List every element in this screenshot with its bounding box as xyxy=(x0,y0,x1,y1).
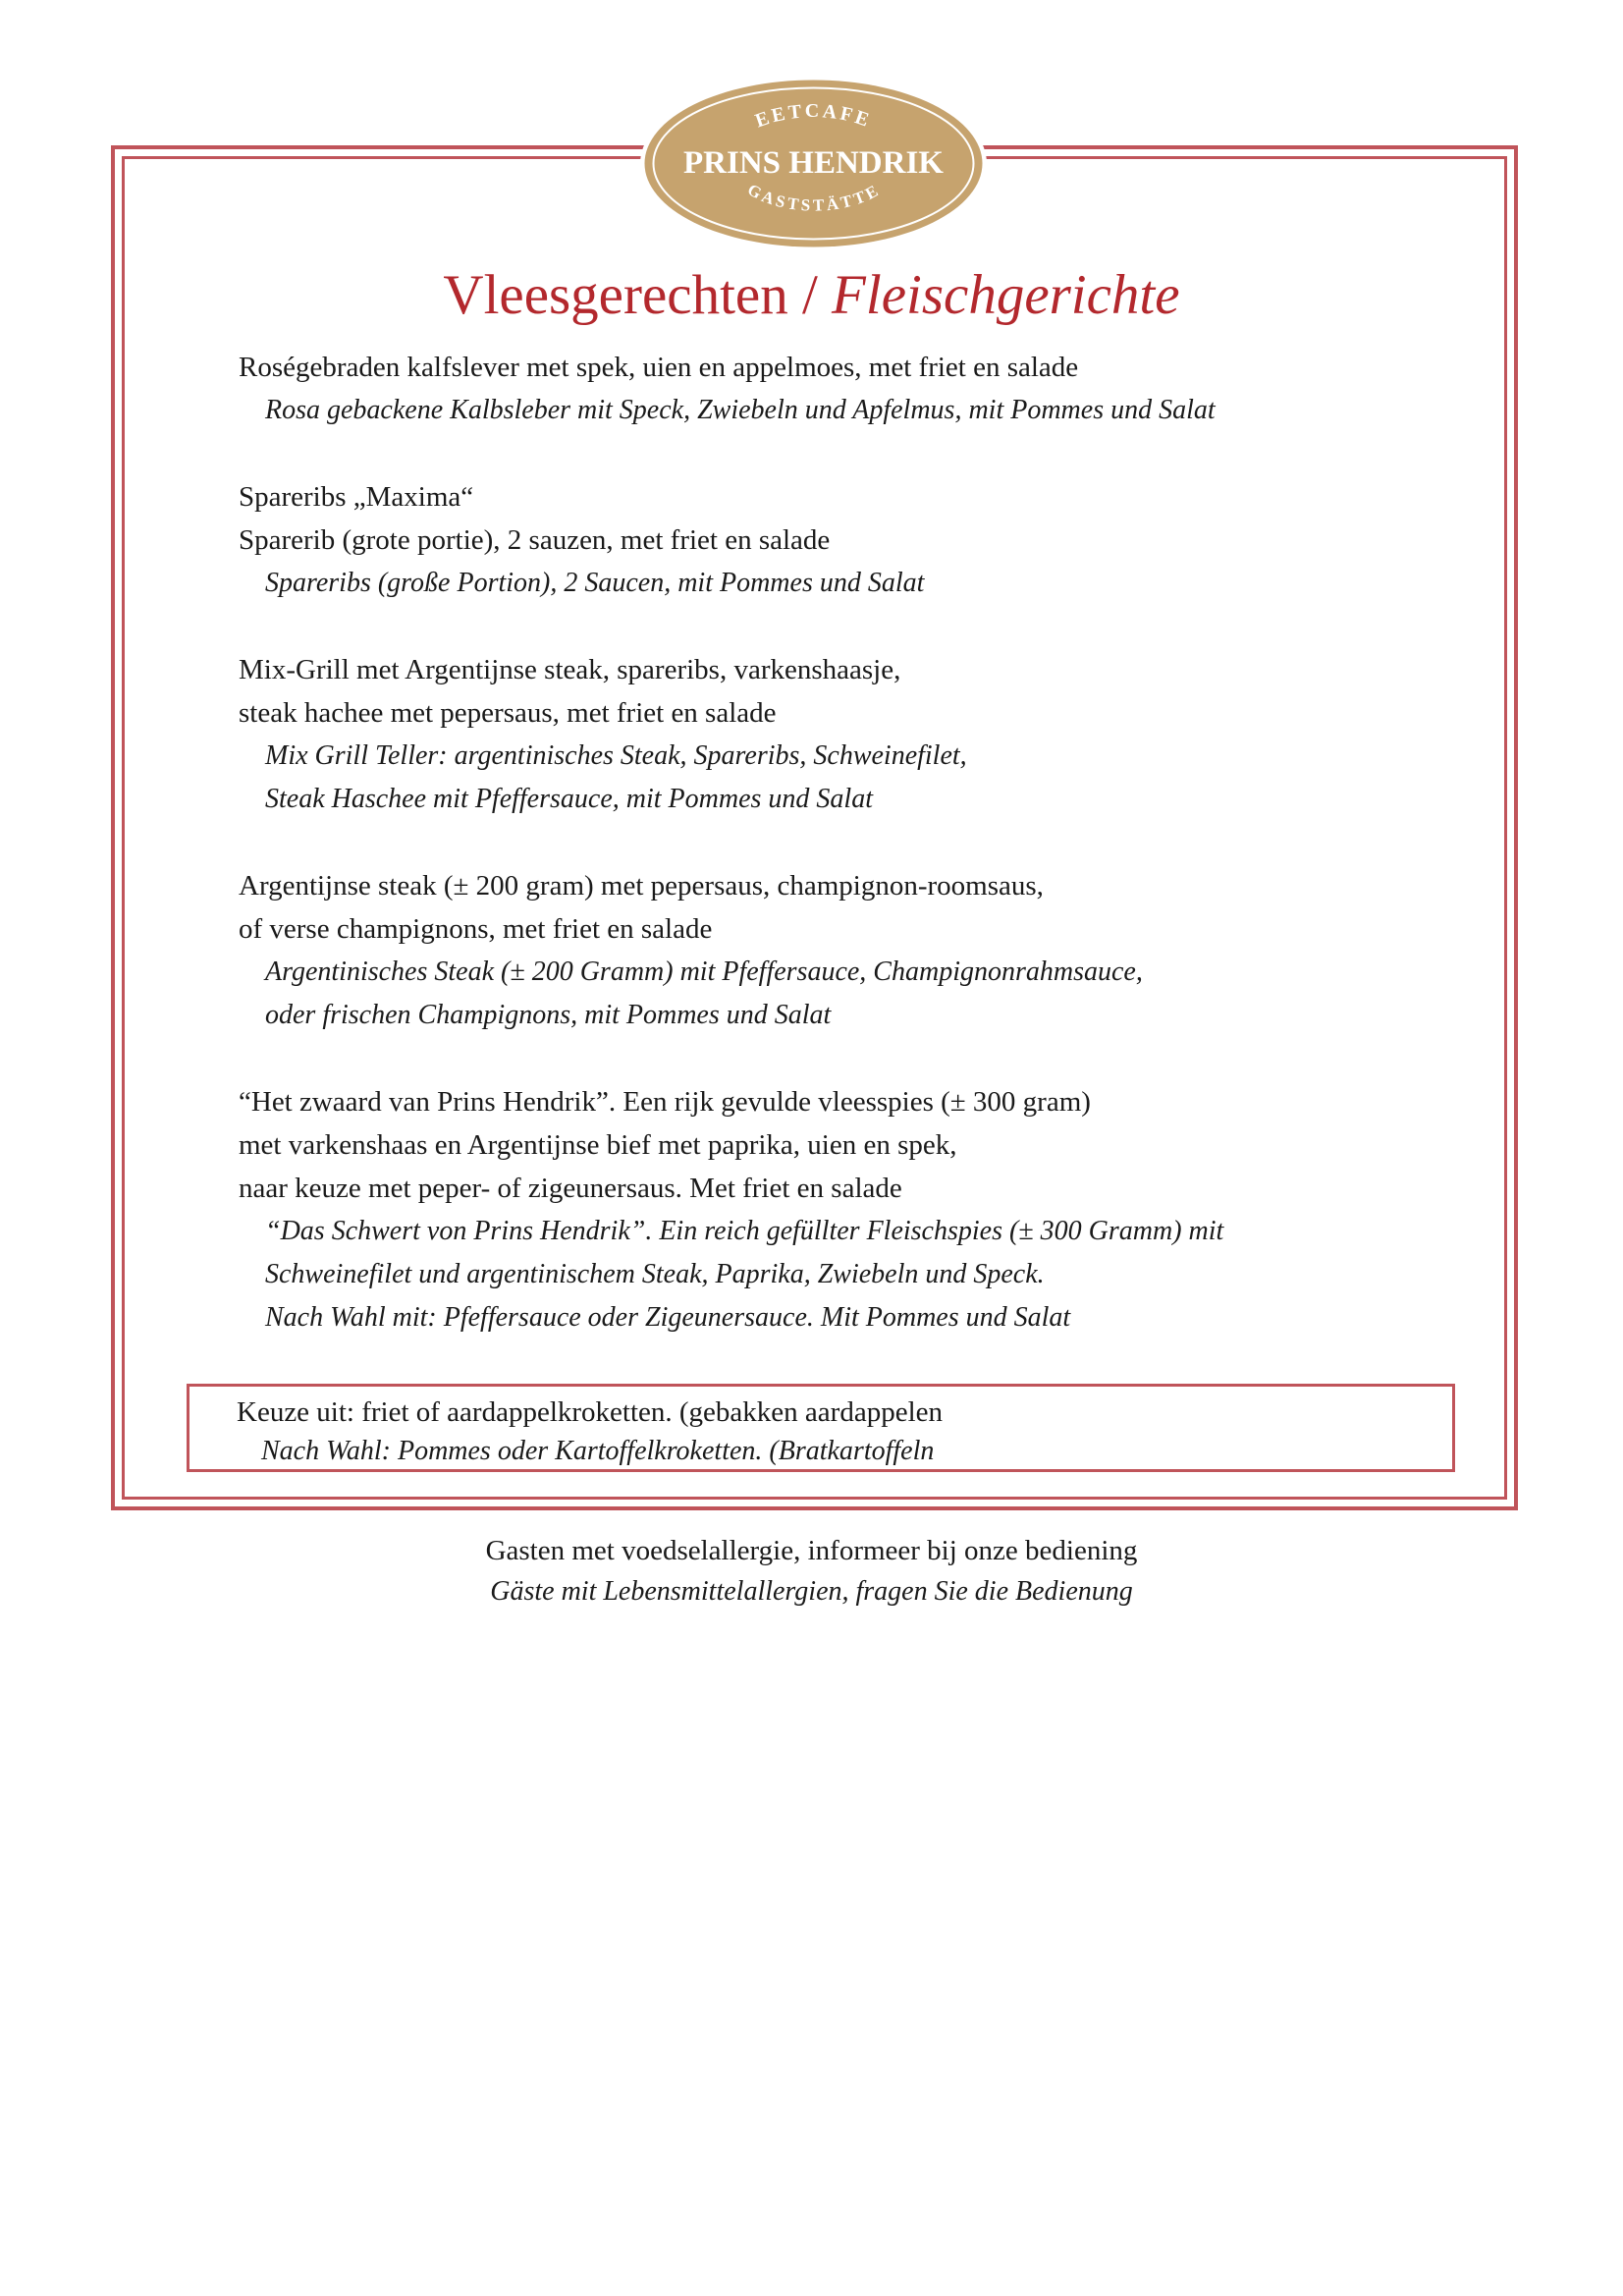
logo-main-text: PRINS HENDRIK xyxy=(683,145,944,181)
dish-description-dutch: Sparerib (grote portie), 2 sauzen, met friet en salade xyxy=(239,524,831,556)
dish-description-german: Steak Haschee mit Pfeffersauce, mit Pommes und Salat xyxy=(265,784,873,814)
dish-item xyxy=(239,864,1368,1037)
dish-description-dutch: steak hachee met pepersaus, met friet en salade xyxy=(239,697,777,729)
choice-dutch: Keuze uit: friet of aardappelkroketten. (gebakken aardappelen xyxy=(237,1396,943,1428)
logo-top-text: EETCAFE xyxy=(752,100,875,133)
dish-description-german: Schweinefilet und argentinischem Steak, Paprika, Zwiebeln und Speck. xyxy=(265,1259,1045,1289)
dish-item xyxy=(239,1080,1368,1339)
dish-description-dutch: “Het zwaard van Prins Hendrik”. Een rijk gevulde vleesspies (± 300 gram) xyxy=(239,1086,1091,1118)
side-choice-box xyxy=(187,1384,1455,1472)
logo-bottom-text: GASTSTÄTTE xyxy=(744,180,884,215)
page-title xyxy=(0,264,1623,326)
dish-description-dutch: of verse champignons, met friet en salade xyxy=(239,913,713,945)
dish-description-german: Rosa gebackene Kalbsleber mit Speck, Zwiebeln und Apfelmus, mit Pommes und Salat xyxy=(265,395,1216,425)
dish-description-dutch: Mix-Grill met Argentijnse steak, spareribs, varkenshaasje, xyxy=(239,654,901,685)
title-german: Fleischgerichte xyxy=(832,264,1180,326)
dish-item xyxy=(239,475,1368,605)
dish-list xyxy=(239,346,1368,1383)
dish-description-dutch: Roségebraden kalfslever met spek, uien en appelmoes, met friet en salade xyxy=(239,352,1079,383)
dish-description-german: Argentinisches Steak (± 200 Gramm) mit Pfeffersauce, Champignonrahmsauce, xyxy=(265,957,1143,987)
dish-description-german: Mix Grill Teller: argentinisches Steak, Spareribs, Schweinefilet, xyxy=(265,740,967,771)
title-dutch: Vleesgerechten / xyxy=(443,264,833,326)
dish-description-dutch: naar keuze met peper- of zigeunersaus. Met friet en salade xyxy=(239,1173,902,1204)
dish-description-dutch: Argentijnse steak (± 200 gram) met pepersaus, champignon-roomsaus, xyxy=(239,870,1044,902)
logo-emblem-icon xyxy=(640,77,987,250)
dish-description-dutch: met varkenshaas en Argentijnse bief met paprika, uien en spek, xyxy=(239,1129,957,1161)
dish-description-german: Spareribs (große Portion), 2 Saucen, mit Pommes und Salat xyxy=(265,568,925,598)
dish-description-german: oder frischen Champignons, mit Pommes und Salat xyxy=(265,1000,832,1030)
dish-item xyxy=(239,346,1368,432)
allergy-notice-dutch: Gasten met voedselallergie, informeer bij onze bediening xyxy=(485,1535,1138,1566)
choice-german: Nach Wahl: Pommes oder Kartoffelkroketten. (Bratkartoffeln xyxy=(261,1436,935,1466)
allergy-notice xyxy=(0,1530,1623,1613)
dish-description-german: “Das Schwert von Prins Hendrik”. Ein reich gefüllter Fleischspies (± 300 Gramm) mit xyxy=(265,1216,1224,1246)
allergy-notice-german: Gäste mit Lebensmittelallergien, fragen Sie die Bedienung xyxy=(490,1576,1133,1607)
dish-description-dutch: Spareribs „Maxima“ xyxy=(239,481,474,513)
logo xyxy=(640,77,987,250)
dish-description-german: Nach Wahl mit: Pfeffersauce oder Zigeunersauce. Mit Pommes und Salat xyxy=(265,1302,1071,1333)
dish-item xyxy=(239,648,1368,821)
